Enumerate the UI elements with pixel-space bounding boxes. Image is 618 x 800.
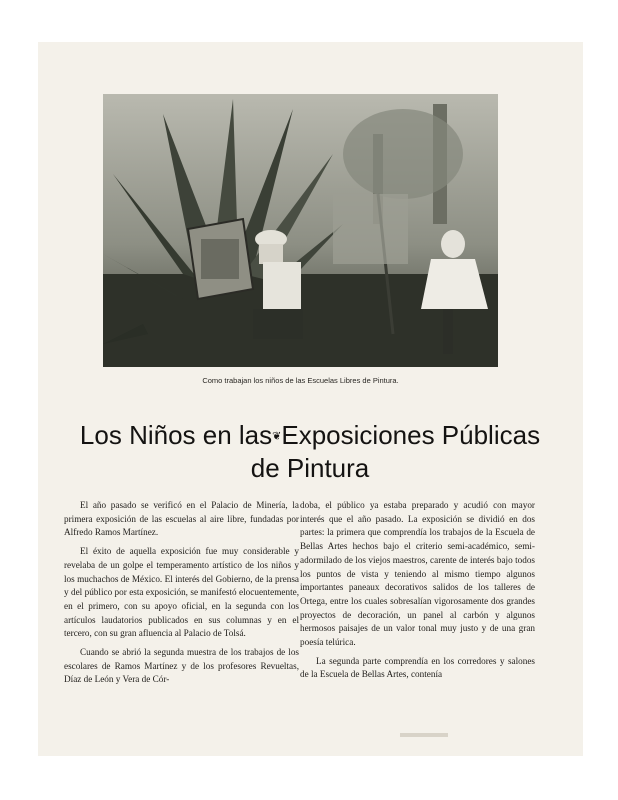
left-paragraph-1: El año pasado se verificó en el Palacio de Minería, la primera exposición de las escuelas al aire libre, fundadas por Alfredo Ramos Martínez. [64,500,299,538]
left-column [64,499,299,692]
right-paragraph-1: doba, el público ya estaba preparado y acudió con mayor interés que el año pasado. La exposición se dividió en dos partes: la primera que comprendía los trabajos de la Escuela de Bellas Artes hechos bajo el criterio semi-académico, semi-adormilado de los viejos maestros, carente de interés bajo todos los puntos de vista y teniendo al mismo tiempo algunos importantes paneaux decorativos salidos de los talleres de Ortega, entre los cuales sobresalían vigorosamente dos grandes proyectos de decoración, un panel al carbón y algunos hermosos paisajes de un valor tonal muy justo y de una gran poesía telúrica. [300,500,535,648]
title-line-2: de Pintura [250,452,370,483]
title-part-2: Exposiciones Públicas [281,420,541,450]
ornament-icon: ❦ [272,430,282,443]
photo-scene [103,94,498,367]
photo-caption: Como trabajan los niños de las Escuelas Libres de Pintura. [202,376,399,385]
pencil-mark [400,733,448,737]
title-part-1: Los Niños en las [79,420,273,450]
left-paragraph-2: El éxito de aquella exposición fue muy considerable y revelaba de un golpe el temperamento artístico de los niños y los muchachos de México. El interés del Gobierno, de la prensa y del público por esta exposición, se manifestó elocuentemente, en el primero, con su apoyo oficial, en la segunda con los artículos laudatorios publicados en sus columnas y en el tercero, con su gran afluencia al Palacio de Tolsá. [64,546,299,639]
right-paragraph-2: La segunda parte comprendía en los corredores y salones de la Escuela de Bellas Artes, contenía [300,655,535,680]
article-title [60,420,560,484]
right-column [300,499,535,687]
painting-children-photo [103,94,498,367]
left-paragraph-3: Cuando se abrió la segunda muestra de los trabajos de los escolares de Ramos Martínez y de los profesores Revueltas, Díaz de León y Vera de Cór- [64,647,299,685]
